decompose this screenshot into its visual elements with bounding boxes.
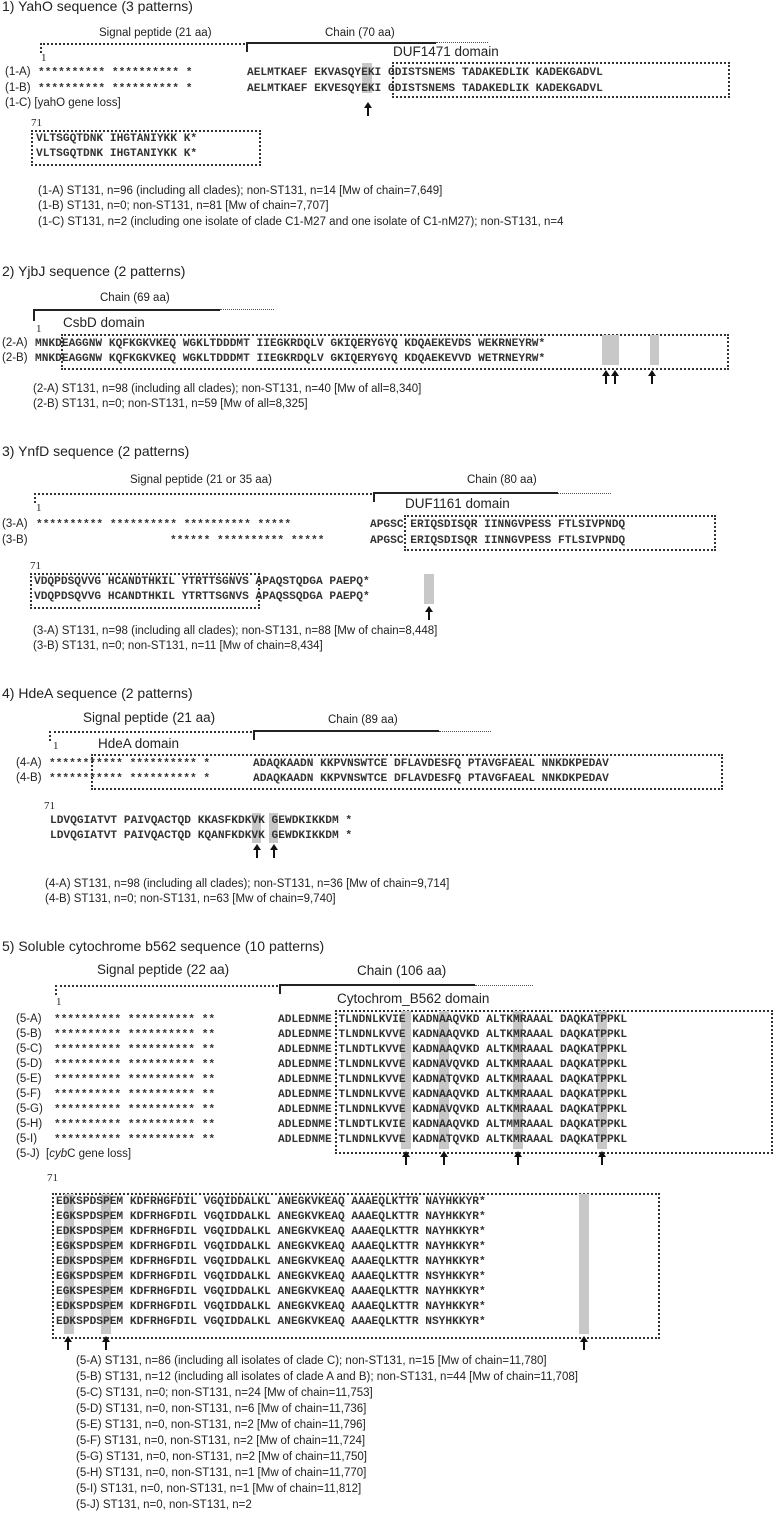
pattern-note: (1-B) ST131, n=0; non-ST131, n=81 [Mw of chain=7,707]	[38, 200, 329, 212]
row-label: (5-H)	[16, 1118, 43, 1130]
sequence-line: ADLEDNME TLNDNLKVVE KADNATQVKD ALTKMRAAAL DAQKATPPKL	[278, 1134, 628, 1146]
sequence-line: ADLEDNME TLNDNLKVVE KADNAAQVKD ALTKMRAAAL DAQKATPPKL	[278, 1029, 628, 1041]
sequence-line: ADAQKAADN KKPVNSWTCE DFLAVDESFQ PTAVGFAEAL NNKDKPEDAV	[253, 773, 609, 785]
pattern-note: (2-A) ST131, n=98 (including all clades); non-ST131, n=40 [Mw of all=8,340]	[33, 383, 422, 395]
sequence-line: APGSC ERIQSDISQR IINNGVPESS FTLSIVPNDQ	[370, 535, 626, 547]
section-title: 4) HdeA sequence (2 patterns)	[2, 685, 193, 701]
sequence-line: ADLEDNME TLNDNLKVVE KADNAVQVKD ALTKMRAAAL DAQKATPPKL	[278, 1059, 628, 1071]
signal-asterisks: ********** ********** **	[54, 1134, 216, 1146]
signal-asterisks: ********** ********** **	[54, 1089, 216, 1101]
chain-label: Chain (69 aa)	[100, 292, 170, 304]
sequence-line: ADLEDNME TLNDNLKVVE KADNATQVKD ALTKMRAAAL DAQKATPPKL	[278, 1074, 628, 1086]
signal-asterisks: ********** ********** **	[54, 1014, 216, 1026]
signal-peptide-bracket	[49, 731, 252, 733]
section-title: 3) YnfD sequence (2 patterns)	[2, 443, 190, 459]
pattern-note: (1-A) ST131, n=96 (including all clades); non-ST131, n=14 [Mw of chain=7,649]	[38, 185, 443, 197]
sequence-line: EDKSPDSPEM KDFRHGFDIL VGQIDDALKL ANEGKVKEAQ AAAEQLKTTR NAYHKKYR*	[56, 1301, 486, 1313]
sequence-line: ADLEDNME TLNDTLKVIE KADNAAQVKD ALTMMRAAAL DAQKATPPKL	[278, 1119, 628, 1131]
position-1: 1	[41, 52, 47, 64]
chain-bracket-extension	[436, 42, 488, 43]
domain-label: CsbD domain	[63, 315, 145, 330]
pattern-note: (5-E) ST131, n=0, non-ST131, n=2 [Mw of chain=11,796]	[76, 1419, 366, 1431]
sequence-line: ADLEDNME TLNDTLKVVE KADNAAQVKD ALTKMRAAAL DAQKATPPKL	[278, 1044, 628, 1056]
signal-peptide-bracket	[55, 985, 278, 987]
row-label: (1-B)	[5, 82, 31, 94]
sequence-line: AELMTKAEF EKVASQYEKI GDISTSNEMS TADAKEDLIK KADEKGADVL	[247, 67, 603, 79]
position-1: 1	[56, 996, 62, 1008]
row-label: (5-G)	[16, 1103, 43, 1115]
row-label: (4-B)	[16, 772, 42, 784]
pattern-note: (5-I) ST131, n=0, non-ST131, n=1 [Mw of chain=11,812]	[76, 1483, 362, 1495]
pattern-note: (5-G) ST131, n=0, non-ST131, n=2 [Mw of chain=11,750]	[76, 1451, 367, 1463]
row-label: (1-A)	[5, 66, 31, 78]
row-label: (2-B)	[2, 352, 28, 364]
signal-peptide-label: Signal peptide (22 aa)	[97, 962, 230, 977]
signal-asterisks: ********** ********** ********** *****	[36, 519, 292, 531]
row-label: (5-D)	[16, 1058, 43, 1070]
bracket-tick	[246, 42, 248, 52]
row-label: (5-B)	[16, 1028, 42, 1040]
section-title: 5) Soluble cytochrome b562 sequence (10 patterns)	[2, 938, 325, 954]
domain-label: DUF1161 domain	[405, 496, 510, 511]
sequence-line: VDQPDSQVVG HCANDTHKIL YTRTTSGNVS APAQSTQDGA PAEPQ*	[34, 576, 370, 588]
sequence-line: EDKSPDSPEM KDFRHGFDIL VGQIDDALKL ANEGKVKEAQ AAAEQLKTTR NAYHKKYR*	[56, 1196, 486, 1208]
signal-asterisks: *********** ********** *	[49, 773, 211, 785]
position-1: 1	[36, 502, 42, 514]
sequence-line: EGKSPDSPEM KDFRHGFDIL VGQIDDALKL ANEGKVKEAQ AAAEQLKTTR NAYHKKYR*	[56, 1211, 486, 1223]
variant-highlight	[650, 335, 659, 365]
sequence-line: ADLEDNME TLNDNLKVVE KADNAAQVKD ALTKMRAAAL DAQKATPPKL	[278, 1089, 628, 1101]
sequence-line: LDVQGIATVT PAIVQACTQD KKASFKDKVK GEWDKIKKDM *	[50, 815, 353, 827]
signal-asterisks: ********** ********** **	[54, 1044, 216, 1056]
chain-bracket-extension	[558, 493, 611, 494]
pattern-note: (2-B) ST131, n=0; non-ST131, n=59 [Mw of all=8,325]	[33, 398, 308, 410]
signal-asterisks: ********** ********** **	[54, 1029, 216, 1041]
signal-asterisks: *********** ********** *	[49, 758, 211, 770]
row-label: (3-A)	[2, 518, 28, 530]
position-71: 71	[47, 1172, 58, 1184]
sequence-line: EDKSPDSPEM KDFRHGFDIL VGQIDDALKL ANEGKVKEAQ AAAEQLKTTR NAYHKKYR*	[56, 1226, 486, 1238]
bracket-tick	[253, 730, 255, 740]
sequence-line: ADLEDNME TLNDNLKVVE KADNAVQVKD ALTKMRAAAL DAQKATPPKL	[278, 1104, 628, 1116]
chain-label: Chain (89 aa)	[328, 714, 398, 726]
domain-label: DUF1471 domain	[393, 44, 499, 59]
row-label: (1-C) [yahO gene loss]	[5, 97, 121, 109]
row-label: (3-B)	[2, 534, 28, 546]
sequence-line: EGKSPDSPEM KDFRHGFDIL VGQIDDALKL ANEGKVKEAQ AAAEQLKTTR NSYHKKYR*	[56, 1271, 486, 1283]
signal-asterisks: ********** ********** **	[54, 1104, 216, 1116]
position-71: 71	[31, 117, 42, 129]
sequence-line: VLTSGQTDNK IHGTANIYKK K*	[36, 133, 198, 145]
row-label: (5-C)	[16, 1043, 43, 1055]
sequence-line: ADLEDNME TLNDNLKVIE KADNAAQVKD ALTKMRAAAL DAQKATPPKL	[278, 1014, 628, 1026]
row-label: (4-A)	[16, 757, 42, 769]
pattern-note: (1-C) ST131, n=2 (including one isolate of clade C1-M27 and one isolate of C1-nM27); non-ST131, n=4	[38, 216, 564, 228]
sequence-line: MNKDEAGGNW KQFKGKVKEQ WGKLTDDDMT IIEGKRDQLV GKIQERYGYQ KDQAEKEVVD WETRNEYRW*	[35, 353, 546, 365]
chain-bracket	[253, 730, 439, 732]
signal-asterisks: ********** ********** **	[54, 1119, 216, 1131]
bracket-tick	[33, 309, 35, 321]
chain-bracket-extension	[439, 731, 491, 732]
row-label: (5-A)	[16, 1013, 42, 1025]
sequence-line: AELMTKAEF EKVESQYEKI GDISTSNEMS TADAKEDLIK KADEKGADVL	[247, 83, 603, 95]
sequence-line: EGKSPDSPEM KDFRHGFDIL VGQIDDALKL ANEGKVKEAQ AAAEQLKTTR NAYHKKYR*	[56, 1241, 486, 1253]
signal-peptide-label: Signal peptide (21 aa)	[83, 710, 216, 725]
row-label: (5-F)	[16, 1088, 41, 1100]
chain-bracket-extension	[220, 309, 274, 310]
signal-peptide-label: Signal peptide (21 aa)	[99, 27, 212, 39]
bracket-tick	[49, 731, 51, 741]
bracket-tick	[373, 492, 375, 502]
chain-bracket	[279, 984, 475, 986]
domain-label: HdeA domain	[98, 736, 180, 751]
pattern-note: (5-F) ST131, n=0, non-ST131, n=2 [Mw of chain=11,724]	[76, 1435, 366, 1447]
position-71: 71	[30, 560, 41, 572]
row-label: (2-A)	[2, 337, 28, 349]
sequence-line: ADAQKAADN KKPVNSWTCE DFLAVDESFQ PTAVGFAEAL NNKDKPEDAV	[253, 758, 609, 770]
bracket-tick	[279, 984, 281, 994]
signal-peptide-bracket	[40, 43, 245, 45]
section-title: 1) YahO sequence (3 patterns)	[2, 0, 193, 14]
section-title: 2) YjbJ sequence (2 patterns)	[2, 263, 186, 279]
signal-peptide-bracket	[34, 493, 372, 495]
domain-label: Cytochrom_B562 domain	[337, 991, 490, 1006]
signal-asterisks: ********** ********** **	[54, 1074, 216, 1086]
pattern-note: (5-A) ST131, n=86 (including all isolates of clade C); non-ST131, n=15 [Mw of chain=11,780]	[76, 1355, 547, 1367]
pattern-note: (5-H) ST131, n=0, non-ST131, n=1 [Mw of chain=11,770]	[76, 1467, 367, 1479]
chain-bracket	[33, 309, 220, 311]
variant-highlight	[602, 335, 619, 365]
sequence-line: APGSC ERIQSDISQR IINNGVPESS FTLSIVPNDQ	[370, 519, 626, 531]
bracket-tick	[55, 985, 57, 995]
chain-bracket	[373, 492, 558, 494]
position-71: 71	[44, 800, 55, 812]
signal-asterisks: ********** ********** **	[54, 1059, 216, 1071]
row-label: (5-I)	[16, 1133, 38, 1145]
pattern-note: (5-D) ST131, n=0, non-ST131, n=6 [Mw of chain=11,736]	[76, 1403, 367, 1415]
signal-asterisks: ********** ********** *	[38, 83, 193, 95]
row-label: (5-E)	[16, 1073, 42, 1085]
sequence-line: EDKSPDSPEM KDFRHGFDIL VGQIDDALKL ANEGKVKEAQ AAAEQLKTTR NAYHKKYR*	[56, 1256, 486, 1268]
signal-peptide-label: Signal peptide (21 or 35 aa)	[130, 474, 272, 486]
variant-highlight	[579, 1194, 589, 1334]
pattern-note: (3-B) ST131, n=0; non-ST131, n=11 [Mw of chain=8,434]	[33, 640, 323, 652]
variant-highlight	[424, 574, 434, 604]
sequence-line: MNKDEAGGNW KQFKGKVKEQ WGKLTDDDMT IIEGKRDQLV GKIQERYGYQ KDQAEKEVDS WEKRNEYRW*	[35, 338, 546, 350]
chain-label: Chain (106 aa)	[357, 963, 447, 978]
pattern-note: (3-A) ST131, n=98 (including all clades); non-ST131, n=88 [Mw of chain=8,448]	[33, 625, 438, 637]
position-1: 1	[53, 740, 59, 752]
sequence-line: VDQPDSQVVG HCANDTHKIL YTRTTSGNVS APAQSSQDGA PAEPQ*	[34, 591, 370, 603]
sequence-line: VLTSGQTDNK IHGTANIYKK K*	[36, 148, 198, 160]
sequence-line: LDVQGIATVT PAIVQACTQD KQANFKDKVK GEWDKIKKDM *	[50, 830, 353, 842]
chain-bracket-extension	[475, 985, 533, 986]
pattern-note: (4-B) ST131, n=0; non-ST131, n=63 [Mw of chain=9,740]	[45, 893, 336, 905]
chain-label: Chain (80 aa)	[467, 474, 537, 486]
signal-asterisks: ****** ********** *****	[170, 535, 325, 547]
row-label: (5-J) [cybC gene loss]	[16, 1148, 132, 1160]
sequence-line: EGKSPESPEM KDFRHGFDIL VGQIDDALKL ANEGKVKEAQ AAAEQLKTTR NAYHKKYR*	[56, 1286, 486, 1298]
pattern-note: (4-A) ST131, n=98 (including all clades); non-ST131, n=36 [Mw of chain=9,714]	[45, 878, 450, 890]
sequence-line: EDKSPDSPEM KDFRHGFDIL VGQIDDALKL ANEGKVKEAQ AAAEQLKTTR NSYHKKYR*	[56, 1316, 486, 1328]
signal-asterisks: ********** ********** *	[38, 67, 193, 79]
pattern-note: (5-J) ST131, n=0, non-ST131, n=2	[76, 1499, 252, 1511]
pattern-note: (5-B) ST131, n=12 (including all isolates of clade A and B); non-ST131, n=44 [Mw of chain=11,708]	[76, 1371, 578, 1383]
pattern-note: (5-C) ST131, n=0; non-ST131, n=24 [Mw of chain=11,753]	[76, 1387, 373, 1399]
position-1: 1	[36, 323, 42, 335]
chain-label: Chain (70 aa)	[325, 27, 395, 39]
